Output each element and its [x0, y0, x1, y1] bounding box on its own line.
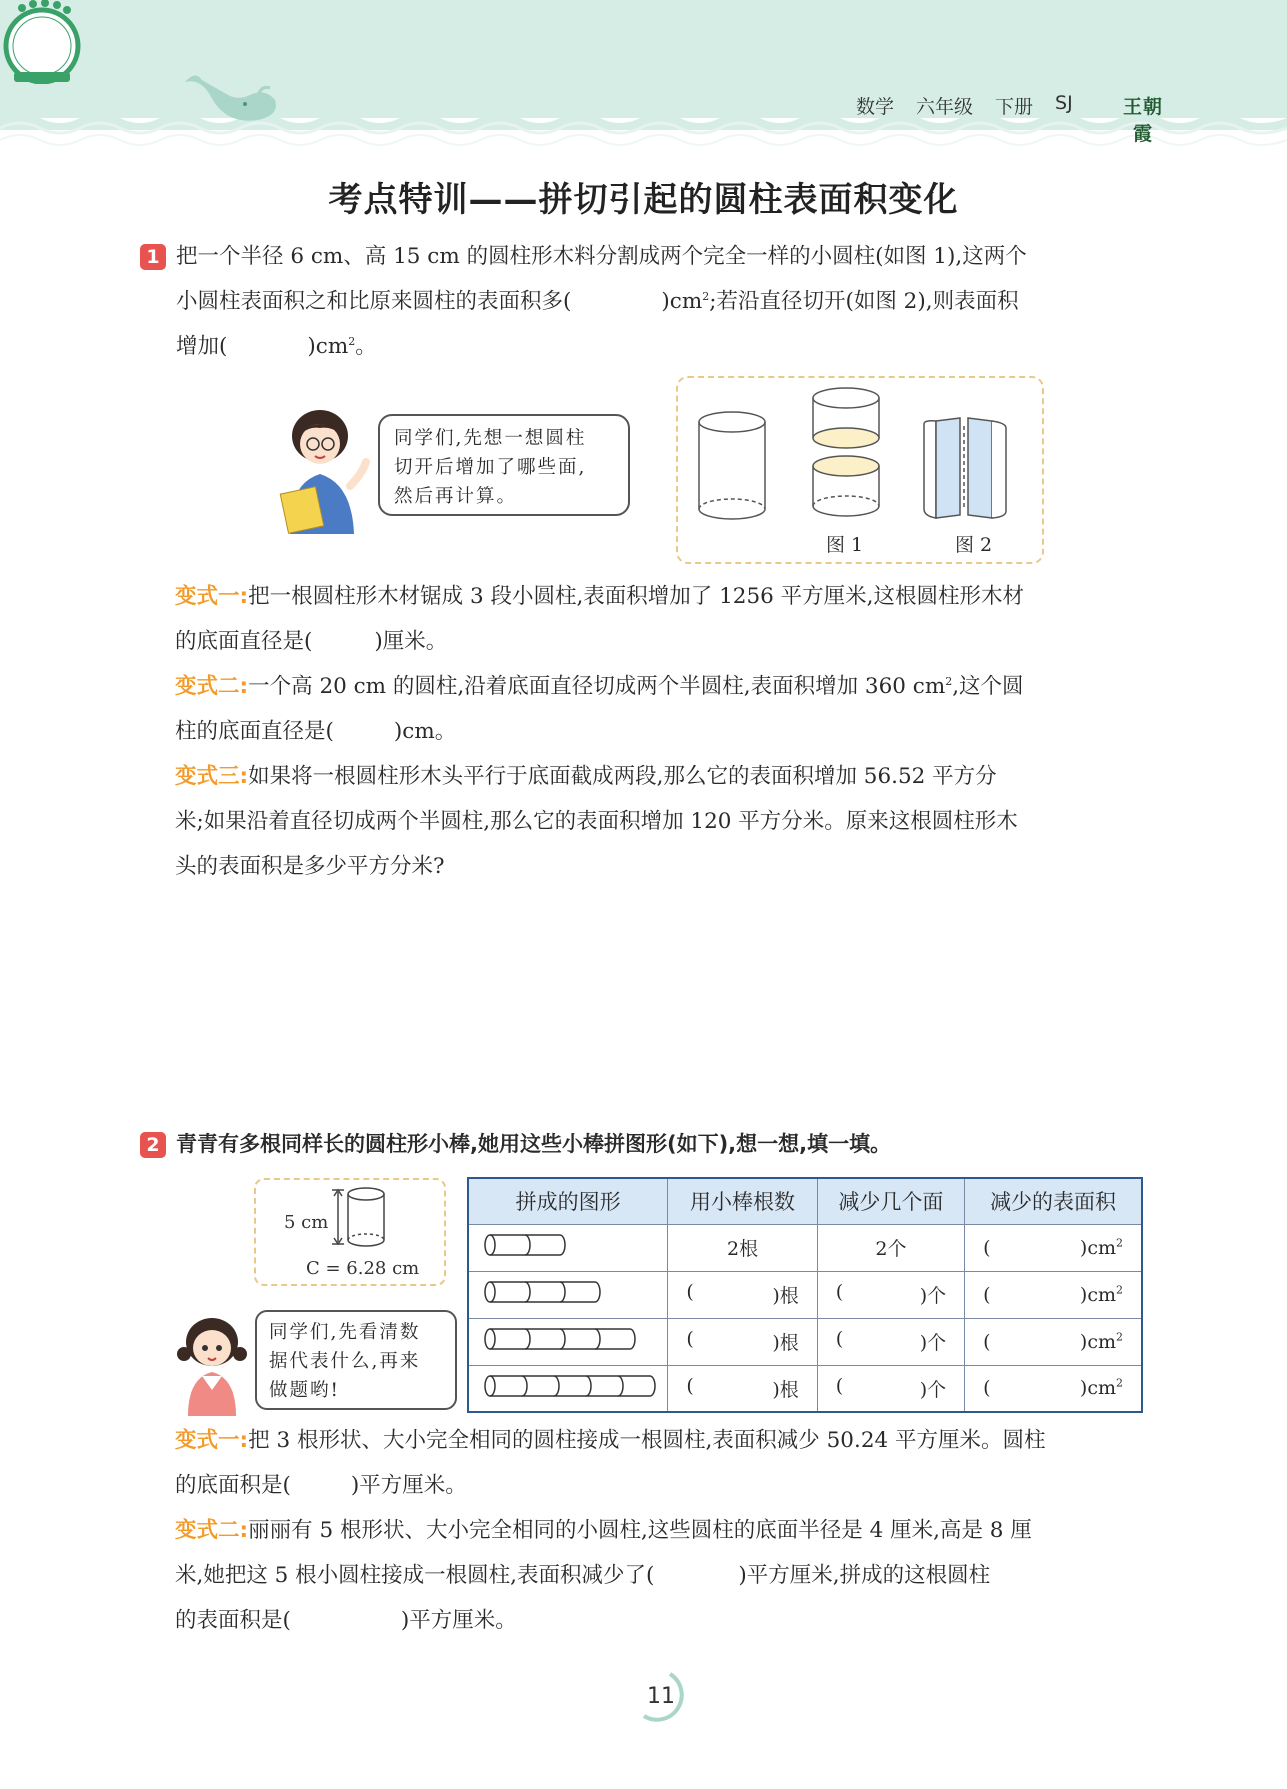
- area-cell[interactable]: [965, 1224, 1142, 1271]
- column-header: 减少几个面: [817, 1178, 964, 1224]
- variant-text: 的底面积是(: [175, 1473, 291, 1498]
- paren-open: (: [835, 1328, 844, 1350]
- unit-text: )个: [919, 1285, 947, 1307]
- unit-text: )根: [772, 1332, 799, 1354]
- variant-label: 变式一:: [175, 1428, 249, 1453]
- page-title: 考点特训——拼切引起的圆柱表面积变化: [328, 180, 959, 220]
- variant-text: )平方厘米。: [350, 1473, 467, 1498]
- unit-text: )根: [772, 1378, 799, 1401]
- variant-label: 变式二:: [175, 1518, 249, 1543]
- variant-2: [175, 1508, 1175, 1553]
- variant-3-line2: 米;如果沿着直径切成两个半圆柱,那么它的表面积增加 120 平方分米。原来这根圆柱形木: [175, 809, 1018, 834]
- q1-line1: 把一个半径 6 cm、高 15 cm 的圆柱形木料分割成两个完全一样的小圆柱(如图 1),这两个: [176, 244, 1027, 269]
- q1-text: 小圆柱表面积之和比原来圆柱的表面积多(: [176, 289, 572, 314]
- column-header: 减少的表面积: [965, 1178, 1142, 1224]
- unit-text: )个: [919, 1332, 947, 1354]
- unit-superscript: 2: [348, 334, 356, 348]
- page-number: 11: [647, 1684, 675, 1709]
- variant-text: 丽丽有 5 根形状、大小完全相同的小圆柱,这些圆柱的底面半径是 4 厘米,高是 8 厘: [248, 1518, 1032, 1543]
- circumference-label: C = 6.28 cm: [306, 1258, 420, 1279]
- paren-open: (: [983, 1330, 991, 1353]
- figure-2-label: 图 2: [955, 534, 993, 556]
- girl-illustration: [170, 1306, 254, 1416]
- variant-text: 的表面积是(: [175, 1608, 291, 1633]
- variant-text: )厘米。: [374, 629, 448, 654]
- variant-text: 把 3 根形状、大小完全相同的圆柱接成一根圆柱,表面积减少 50.24 平方厘米。圆柱: [248, 1428, 1046, 1453]
- paren-open: (: [983, 1236, 991, 1259]
- variant-label: 变式三:: [175, 764, 249, 789]
- variant-2-line2: [175, 1553, 1175, 1598]
- question-2: [140, 1122, 1140, 1167]
- variant-2-line2: [175, 709, 1175, 754]
- variant-text: 一个高 20 cm 的圆柱,沿着底面直径切成两个半圆柱,表面积增加 360 cm: [248, 674, 946, 699]
- bubble-line: 然后再计算。: [394, 486, 518, 507]
- faces-cell[interactable]: [817, 1318, 964, 1365]
- paren-open: (: [686, 1328, 694, 1350]
- variant-label: 变式二:: [175, 674, 249, 699]
- unit-text: )个: [919, 1378, 947, 1401]
- unit-superscript: 2: [945, 674, 953, 688]
- variant-1-line2: [175, 1463, 1175, 1508]
- edition-tag: SJ: [1055, 92, 1073, 114]
- answer-area[interactable]: [175, 900, 1175, 1110]
- unit-superscript: 2: [1116, 1236, 1123, 1250]
- q2-heading: 青青有多根同样长的圆柱形小棒,她用这些小棒拼图形(如下),想一想,填一填。: [176, 1132, 892, 1156]
- sticks-table: [467, 1177, 1143, 1413]
- table-row: [468, 1271, 1142, 1318]
- variant-3: [175, 754, 1175, 799]
- brand-logo-icon: [0, 0, 84, 84]
- stick-shape-4-icon: [478, 1324, 658, 1354]
- table-row: [468, 1365, 1142, 1412]
- halved-cylinder-figure-2: [924, 418, 1006, 518]
- question-1: [140, 234, 1140, 369]
- grade-tag: 六年级: [916, 96, 974, 118]
- unit-superscript: 2: [1116, 1330, 1123, 1344]
- variant-text: )平方厘米,拼成的这根圆柱: [738, 1563, 991, 1588]
- q1-variants: [175, 574, 1175, 889]
- faces-cell[interactable]: [817, 1271, 964, 1318]
- q1-text: 。: [355, 334, 377, 359]
- stick-shape-5-icon: [478, 1371, 658, 1401]
- paren-open: (: [686, 1281, 694, 1303]
- unit-text: )cm: [1079, 1236, 1116, 1259]
- faces-cell: 2个: [817, 1224, 964, 1271]
- volume-tag: 下册: [995, 96, 1034, 118]
- variant-1-line2: [175, 619, 1175, 664]
- stick-shape-3-icon: [478, 1277, 658, 1307]
- table-row: [468, 1224, 1142, 1271]
- column-header: 用小棒根数: [668, 1178, 817, 1224]
- variant-text: 如果将一根圆柱形木头平行于底面截成两段,那么它的表面积增加 56.52 平方分: [248, 764, 997, 789]
- q2-variants: [175, 1418, 1175, 1643]
- wave-background: [0, 0, 1287, 150]
- teacher-illustration: [270, 404, 378, 534]
- unit-text: )根: [772, 1285, 799, 1307]
- speech-bubble: [378, 414, 630, 516]
- question-number: 2: [140, 1132, 166, 1158]
- bubble-line: 同学们,先看清数: [269, 1322, 421, 1343]
- height-label: 5 cm: [284, 1212, 329, 1233]
- area-cell[interactable]: [965, 1318, 1142, 1365]
- area-cell[interactable]: [965, 1365, 1142, 1412]
- unit-text: )cm: [1079, 1330, 1116, 1353]
- bubble-line: 据代表什么,再来: [269, 1351, 421, 1372]
- paren-open: (: [835, 1281, 844, 1303]
- subject-tag: 数学: [856, 96, 895, 118]
- unit-superscript: 2: [1116, 1376, 1123, 1390]
- logo-text: 王朝霞: [1122, 96, 1163, 145]
- faces-cell[interactable]: [817, 1365, 964, 1412]
- unit-superscript: 2: [1116, 1283, 1123, 1297]
- bubble-line: 同学们,先想一想圆柱: [394, 428, 587, 449]
- stick-shape-cell: [468, 1318, 668, 1365]
- stick-count-cell[interactable]: [668, 1271, 817, 1318]
- bubble-line: 做题哟!: [269, 1380, 340, 1401]
- variant-2-line3: [175, 1598, 1175, 1643]
- variant-1: [175, 574, 1175, 619]
- q1-line2: [140, 279, 1140, 324]
- stick-cylinder-diagram: [254, 1178, 446, 1286]
- variant-label: 变式一:: [175, 584, 249, 609]
- paren-open: (: [686, 1374, 694, 1397]
- q1-text: )cm: [307, 334, 349, 359]
- variant-text: 的底面直径是(: [175, 629, 313, 654]
- variant-text: )平方厘米。: [400, 1608, 517, 1633]
- bubble-line: 切开后增加了哪些面,: [394, 457, 587, 478]
- variant-text: 柱的底面直径是(: [175, 719, 334, 744]
- variant-1: [175, 1418, 1175, 1463]
- variant-2: [175, 664, 1175, 709]
- header-tags: [856, 92, 1073, 119]
- unit-text: )cm: [1079, 1283, 1116, 1306]
- stick-shape-2-icon: [478, 1230, 658, 1260]
- stick-count-cell: 2根: [668, 1224, 817, 1271]
- variant-text: ,这个圆: [952, 674, 1024, 699]
- area-cell[interactable]: [965, 1271, 1142, 1318]
- unit-superscript: 2: [702, 289, 710, 303]
- speech-bubble: [255, 1310, 457, 1410]
- header-band: [0, 0, 1287, 150]
- variant-text: 把一根圆柱形木材锯成 3 段小圆柱,表面积增加了 1256 平方厘米,这根圆柱形木材: [248, 584, 1025, 609]
- variant-text: )cm。: [393, 719, 457, 744]
- stick-shape-cell: [468, 1271, 668, 1318]
- q1-text: ;若沿直径切开(如图 2),则表面积: [709, 289, 1019, 314]
- q1-line3: [140, 324, 1140, 369]
- stick-shape-cell: [468, 1224, 668, 1271]
- figure-1-label: 图 1: [826, 534, 864, 556]
- stick-count-cell[interactable]: [668, 1318, 817, 1365]
- column-header: 拼成的图形: [468, 1178, 668, 1224]
- stick-shape-cell: [468, 1365, 668, 1412]
- paren-open: (: [983, 1283, 991, 1306]
- variant-3-line3: 头的表面积是多少平方分米?: [175, 854, 445, 879]
- q1-text: )cm: [661, 289, 703, 314]
- paren-open: (: [983, 1377, 991, 1400]
- unit-text: )cm: [1079, 1377, 1116, 1400]
- question-number: 1: [140, 244, 166, 270]
- table-row: [468, 1318, 1142, 1365]
- split-cylinder-figure-1: [813, 388, 879, 516]
- variant-text: 米,她把这 5 根小圆柱接成一根圆柱,表面积减少了(: [175, 1563, 655, 1588]
- original-cylinder-icon: [699, 412, 765, 519]
- paren-open: (: [835, 1374, 844, 1397]
- q1-text: 增加(: [176, 334, 228, 359]
- table-header-row: [468, 1178, 1142, 1224]
- stick-count-cell[interactable]: [668, 1365, 817, 1412]
